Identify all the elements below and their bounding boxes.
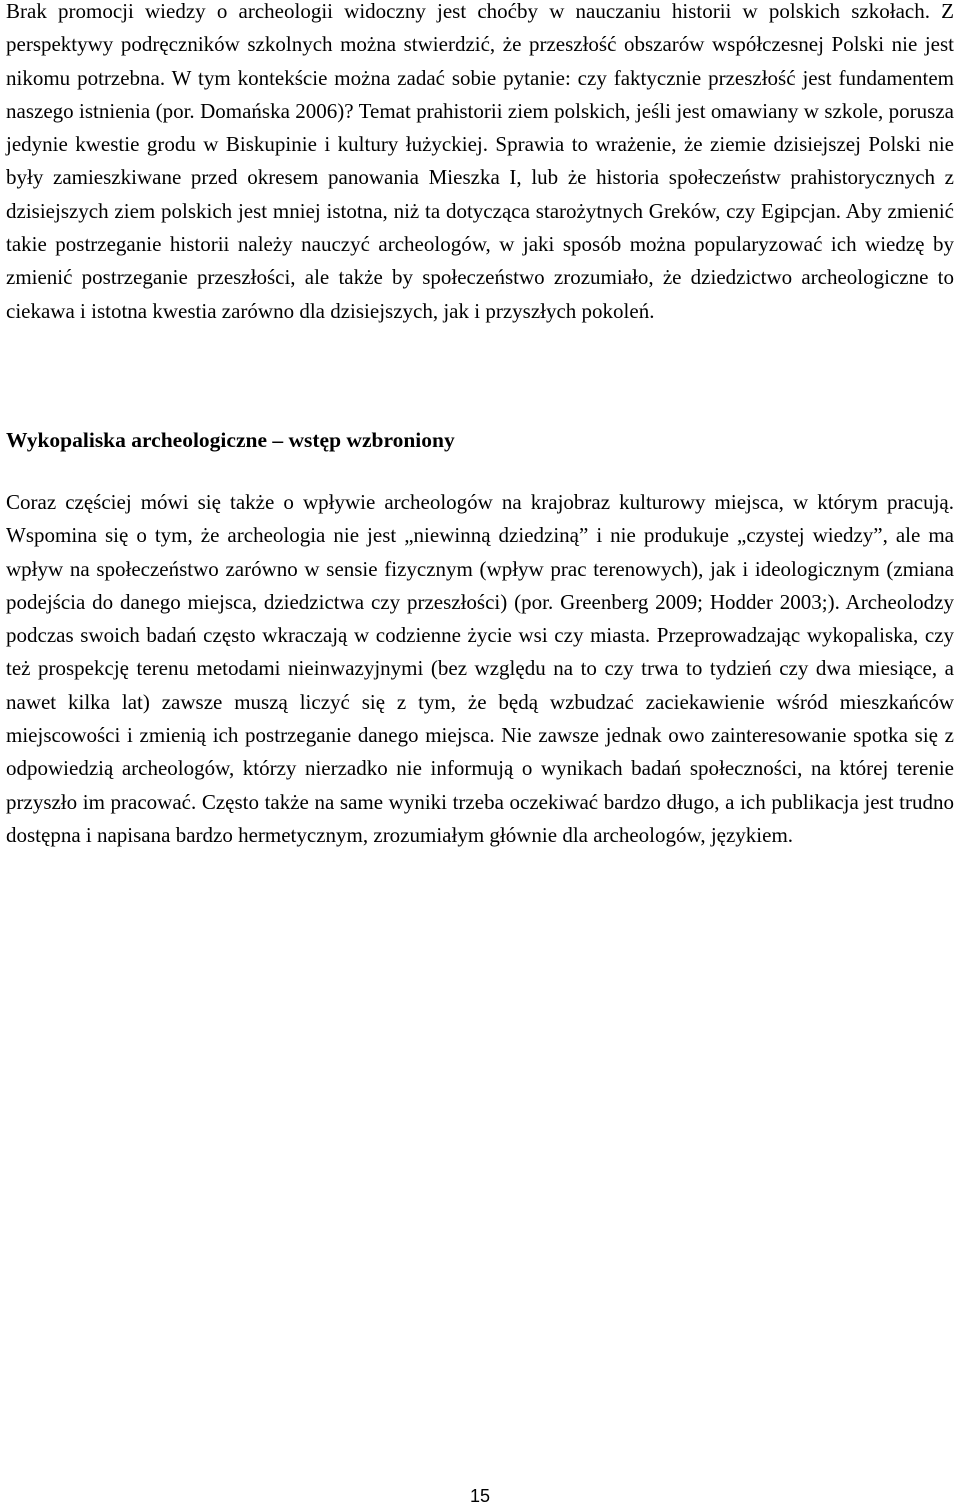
page-number: 15: [469, 1486, 491, 1506]
body-paragraph-1: Brak promocji wiedzy o archeologii widoczny jest choćby w nauczaniu historii w polskich szkołach. Z perspektywy podręczników szkolnych można stwierdzić, że przeszłość obszarów współczesnej Polski nie jest nikomu potrzebna. W tym kontekście można zadać sobie pytanie: czy faktycznie przeszłość jest fundamentem naszego istnienia (por. Domańska 2006)? Temat prahistorii ziem polskich, jeśli jest omawiany w szkole, porusza jedynie kwestie grodu w Biskupinie i kultury łużyckiej. Sprawia to wrażenie, że ziemie dzisiejszej Polski nie były zamieszkiwane przed okresem panowania Mieszka I, lub że historia społeczeństw prahistorycznych z dzisiejszych ziem polskich jest mniej istotna, niż ta dotycząca starożytnych Greków, czy Egipcjan. Aby zmienić takie postrzeganie historii należy nauczyć archeologów, w jaki sposób można popularyzować ich wiedzę by zmienić postrzeganie przeszłości, ale także by społeczeństwo zrozumiało, że dziedzictwo archeologiczne to ciekawa i istotna kwestia zarówno dla dzisiejszych, jak i przyszłych pokoleń.: [6, 0, 954, 323]
section-heading: Wykopaliska archeologiczne – wstęp wzbroniony: [6, 428, 455, 452]
body-paragraph-2: Coraz częściej mówi się także o wpływie archeologów na krajobraz kulturowy miejsca, w którym pracują. Wspomina się o tym, że archeologia nie jest „niewinną dziedziną” i nie produkuje „czystej wiedzy”, ale ma wpływ na społeczeństwo zarówno w sensie fizycznym (wpływ prac terenowych), jak i ideologicznym (zmiana podejścia do danego miejsca, dziedzictwa czy przeszłości) (por. Greenberg 2009; Hodder 2003;). Archeolodzy podczas swoich badań często wkraczają w codzienne życie wsi czy miasta. Przeprowadzając wykopaliska, czy też prospekcję terenu metodami nieinwazyjnymi (bez względu na to czy trwa to tydzień czy dwa miesiące, a nawet kilka lat) zawsze muszą liczyć się z tym, że będą wzbudzać zaciekawienie wśród mieszkańców miejscowości i zmienią ich postrzeganie danego miejsca. Nie zawsze jednak owo zainteresowanie spotka się z odpowiedzią archeologów, którzy nierzadko nie informują o wynikach badań społeczności, na której terenie przyszło im pracować. Często także na same wyniki trzeba oczekiwać bardzo długo, a ich publikacja jest trudno dostępna i napisana bardzo hermetycznym, zrozumiałym głównie dla archeologów, językiem.: [6, 490, 954, 847]
